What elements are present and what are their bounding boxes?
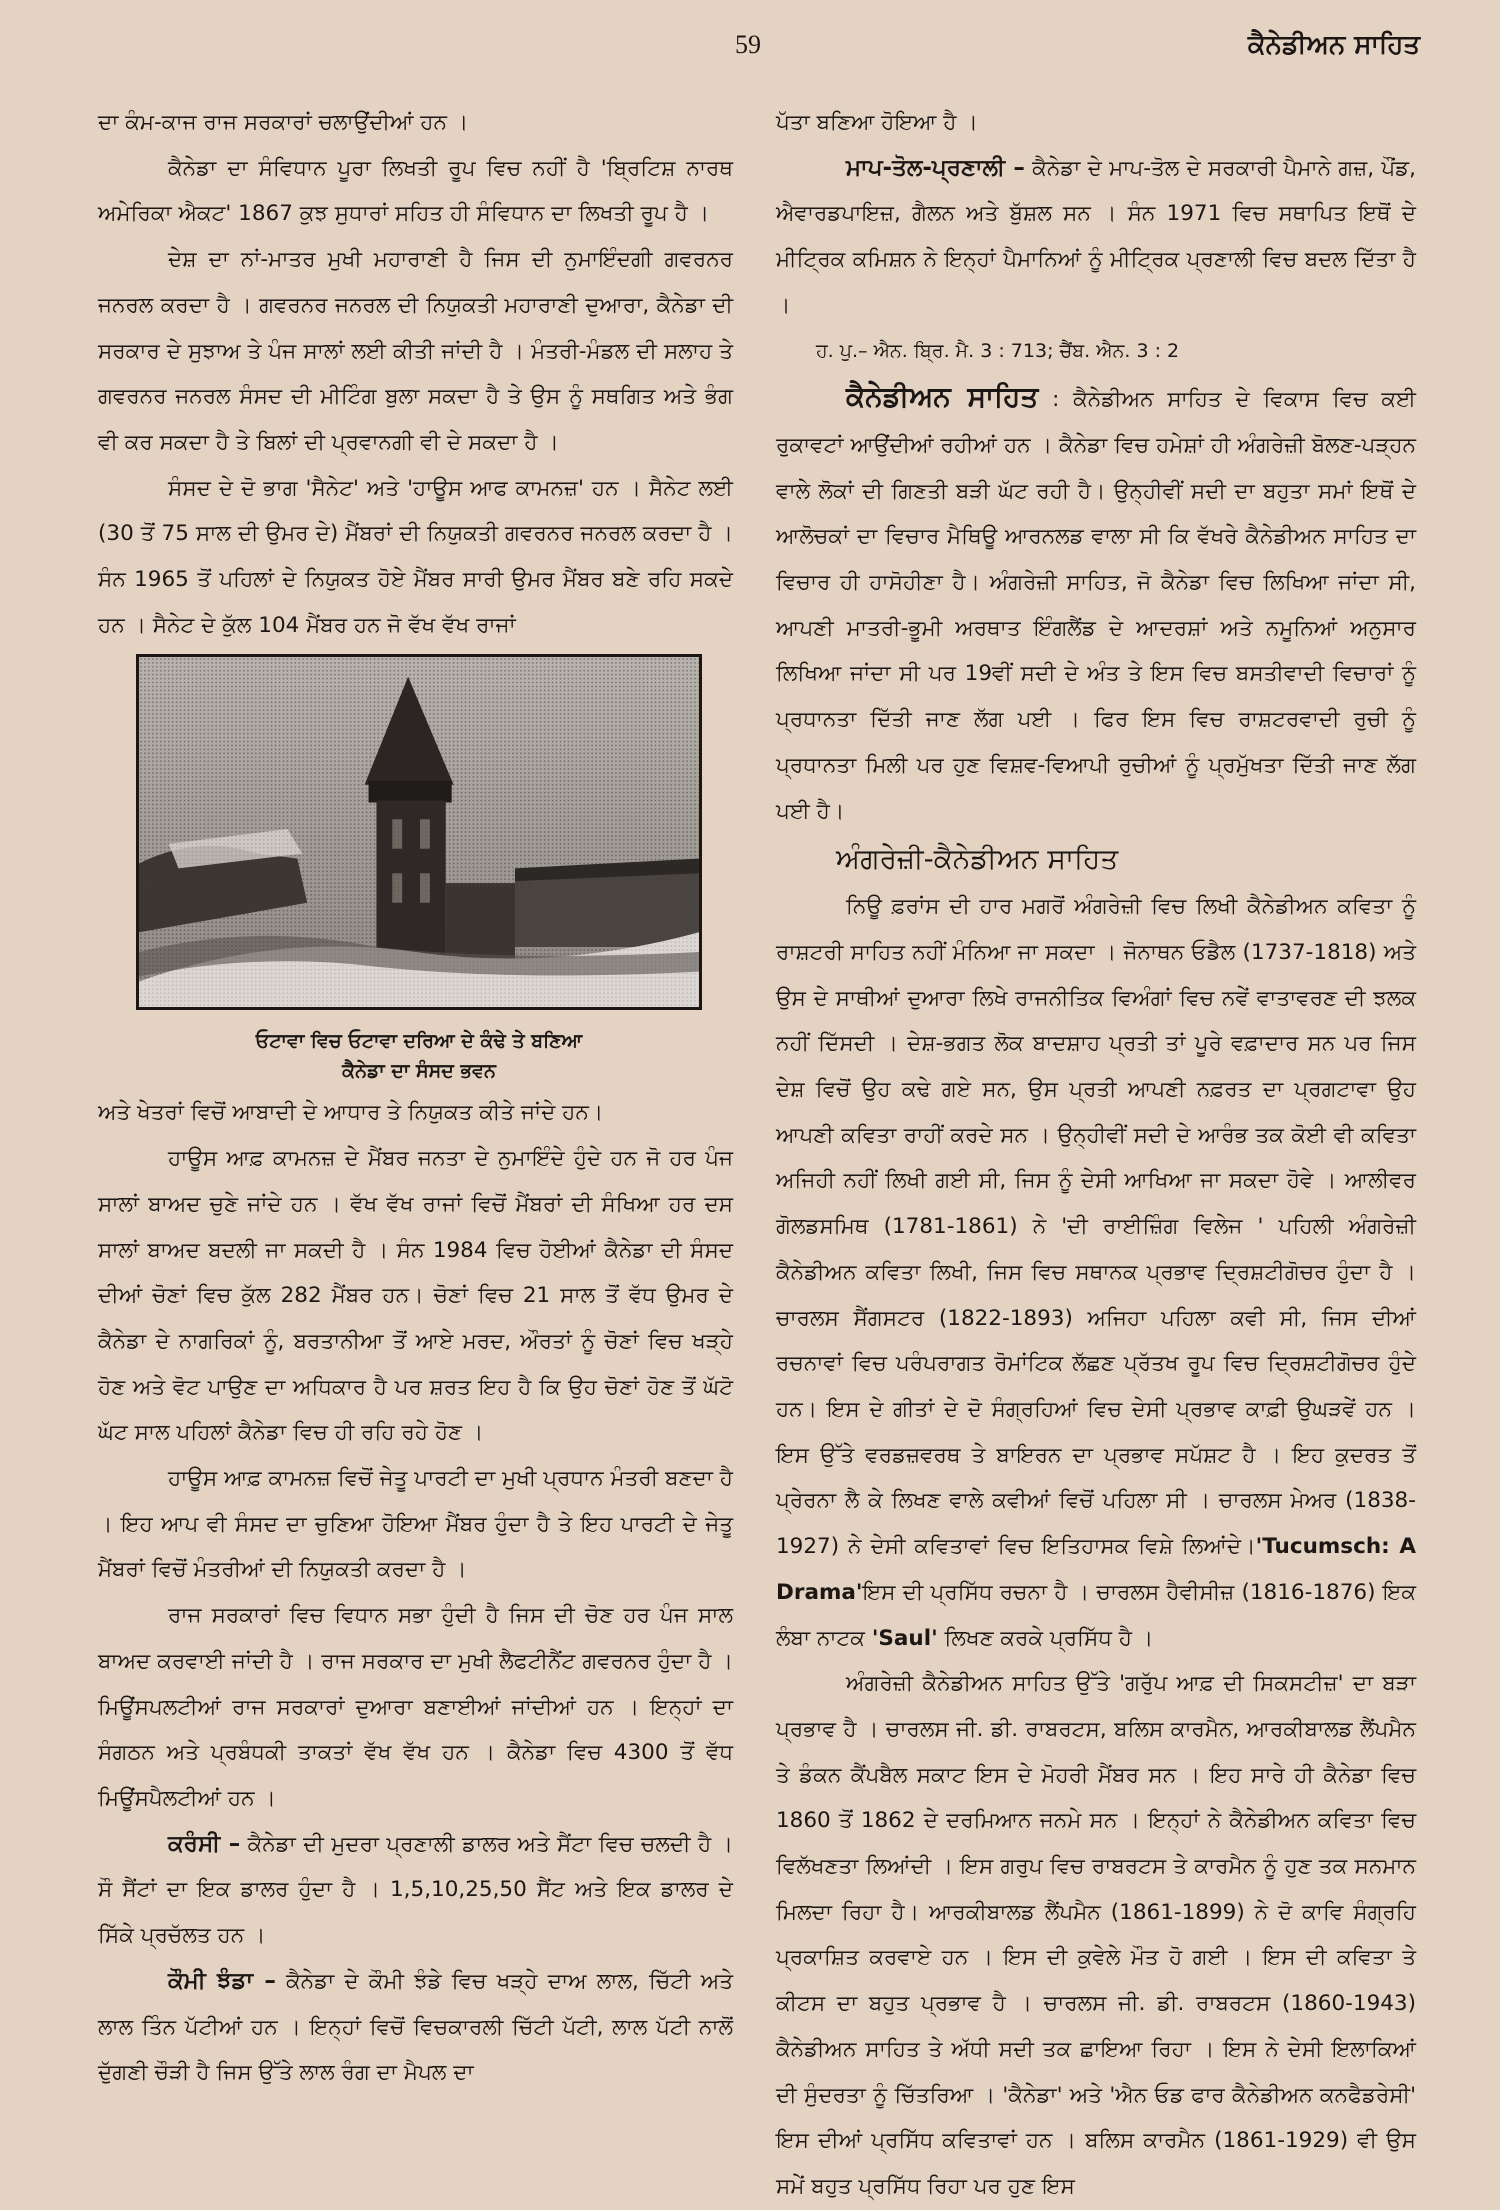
parliament-photo [136, 654, 702, 1010]
figure-caption-line: ਕੈਨੇਡਾ ਦਾ ਸੰਸਦ ਭਵਨ [342, 1060, 496, 1083]
paragraph-text: ਨਿਊ ਫ਼ਰਾਂਸ ਦੀ ਹਾਰ ਮਗਰੋਂ ਅੰਗਰੇਜ਼ੀ ਵਿਚ ਲਿਖੀ ਕੈਨੇਡੀਅਨ ਕਵਿਤਾ ਨੂੰ ਰਾਸ਼ਟਰੀ ਸਾਹਿਤ ਨਹੀਂ ਮੰਨਿਆ ਜਾ ਸਕਦਾ । ਜੋਨਾਥਨ ਓਡੈਲ (1737-1818) ਅਤੇ ਉਸ ਦੇ ਸਾਥੀਆਂ ਦੁਆਰਾ ਲਿਖੇ ਰਾਜਨੀਤਿਕ ਵਿਅੰਗਾਂ ਵਿਚ ਨਵੇਂ ਵਾਤਾਵਰਣ ਦੀ ਝਲਕ ਨਹੀਂ ਦਿੱਸਦੀ । ਦੇਸ਼-ਭਗਤ ਲੋਕ ਬਾਦਸ਼ਾਹ ਪ੍ਰਤੀ ਤਾਂ ਪੂਰੇ ਵਫ਼ਾਦਾਰ ਸਨ ਪਰ ਜਿਸ ਦੇਸ਼ ਵਿਚੋਂ ਉਹ ਕਢੇ ਗਏ ਸਨ, ਉਸ ਪ੍ਰਤੀ ਆਪਣੀ ਨਫ਼ਰਤ ਦਾ ਪ੍ਰਗਟਾਵਾ ਉਹ ਆਪਣੀ ਕਵਿਤਾ ਰਾਹੀਂ ਕਰਦੇ ਸਨ । ਉਨ੍ਹੀਵੀਂ ਸਦੀ ਦੇ ਆਰੰਭ ਤਕ ਕੋਈ ਵੀ ਕਵਿਤਾ ਅਜਿਹੀ ਨਹੀਂ ਲਿਖੀ ਗਈ ਸੀ, ਜਿਸ ਨੂੰ ਦੇਸੀ ਆਖਿਆ ਜਾ ਸਕਦਾ ਹੋਵੇ । ਆਲੀਵਰ ਗੋਲਡਸਮਿਥ (1781-1861) ਨੇ 'ਦੀ ਰਾਈਜ਼ਿੰਗ ਵਿਲੇਜ ' ਪਹਿਲੀ ਅੰਗਰੇਜ਼ੀ ਕੈਨੇਡੀਅਨ ਕਵਿਤਾ ਲਿਖੀ, ਜਿਸ ਵਿਚ ਸਥਾਨਕ ਪ੍ਰਭਾਵ ਦ੍ਰਿਸ਼ਟੀਗੋਚਰ ਹੁੰਦਾ ਹੈ । ਚਾਰਲਸ ਸੈਂਗਸਟਰ (1822-1893) ਅਜਿਹਾ ਪਹਿਲਾ ਕਵੀ ਸੀ, ਜਿਸ ਦੀਆਂ ਰਚਨਾਵਾਂ ਵਿਚ ਪਰੰਪਰਾਗਤ ਰੋਮਾਂਟਿਕ ਲੱਛਣ ਪ੍ਰੱਤਖ ਰੂਪ ਵਿਚ ਦ੍ਰਿਸ਼ਟੀਗੋਚਰ ਹੁੰਦੇ ਹਨ। ਇਸ ਦੇ ਗੀਤਾਂ ਦੇ ਦੋ ਸੰਗ੍ਰਹਿਆਂ ਵਿਚ ਦੇਸੀ ਪ੍ਰਭਾਵ ਕਾਫ਼ੀ ਉਘੜਵੇਂ ਹਨ । ਇਸ ਉੱਤੇ ਵਰਡਜ਼ਵਰਥ ਤੇ ਬਾਇਰਨ ਦਾ ਪ੍ਰਭਾਵ ਸਪੱਸ਼ਟ ਹੈ । ਇਹ ਕੁਦਰਤ ਤੋਂ ਪ੍ਰੇਰਨਾ ਲੈ ਕੇ ਲਿਖਣ ਵਾਲੇ ਕਵੀਆਂ ਵਿਚੋਂ ਪਹਿਲਾ ਸੀ । ਚਾਰਲਸ ਮੇਅਰ (1838-1927) ਨੇ ਦੇਸੀ ਕਵਿਤਾਵਾਂ ਵਿਚ ਇਤਿਹਾਸਕ ਵਿਸ਼ੇ ਲਿਆਂਦੇ। [776, 894, 1416, 1560]
term-text: ਕੈਨੇਡਾ ਦੇ ਕੌਮੀ ਝੰਡੇ ਵਿਚ ਖੜ੍ਹੇ ਦਾਅ ਲਾਲ, ਚਿੱਟੀ ਅਤੇ ਲਾਲ ਤਿੰਨ ਪੱਟੀਆਂ ਹਨ । ਇਨ੍ਹਾਂ ਵਿਚੋਂ ਵਿਚਕਾਰਲੀ ਚਿੱਟੀ ਪੱਟੀ, ਲਾਲ ਪੱਟੀ ਨਾਲੋਂ ਦੁੱਗਣੀ ਚੌੜੀ ਹੈ ਜਿਸ ਉੱਤੇ ਲਾਲ ਰੰਗ ਦਾ ਮੈਪਲ ਦਾ [98, 1968, 733, 2086]
page-number: 59 [735, 30, 761, 59]
paragraph [776, 146, 1416, 329]
paragraph: ਹਾਊਸ ਆਫ਼ ਕਾਮਨਜ਼ ਵਿਚੋਂ ਜੇਤੂ ਪਾਰਟੀ ਦਾ ਮੁਖੀ ਪ੍ਰਧਾਨ ਮੰਤਰੀ ਬਣਦਾ ਹੈ । ਇਹ ਆਪ ਵੀ ਸੰਸਦ ਦਾ ਚੁਣਿਆ ਹੋਇਆ ਮੈਂਬਰ ਹੁੰਦਾ ਹੈ ਤੇ ਇਹ ਪਾਰਟੀ ਦੇ ਜੇਤੂ ਮੈਂਬਰਾਂ ਵਿਚੋਂ ਮੰਤਰੀਆਂ ਦੀ ਨਿਯੁਕਤੀ ਕਰਦਾ ਹੈ । [98, 1466, 733, 1583]
work-title: 'Saul' [871, 1625, 938, 1651]
figure-caption-line: ਓਟਾਵਾ ਵਿਚ ਓਟਾਵਾ ਦਰਿਆ ਦੇ ਕੰਢੇ ਤੇ ਬਣਿਆ [255, 1030, 583, 1053]
paragraph: ਦੇਸ਼ ਦਾ ਨਾਂ-ਮਾਤਰ ਮੁਖੀ ਮਹਾਰਾਣੀ ਹੈ ਜਿਸ ਦੀ ਨੁਮਾਇੰਦਗੀ ਗਵਰਨਰ ਜਨਰਲ ਕਰਦਾ ਹੈ । ਗਵਰਨਰ ਜਨਰਲ ਦੀ ਨਿਯੁਕਤੀ ਮਹਾਰਾਣੀ ਦੁਆਰਾ, ਕੈਨੇਡਾ ਦੀ ਸਰਕਾਰ ਦੇ ਸੁਝਾਅ ਤੇ ਪੰਜ ਸਾਲਾਂ ਲਈ ਕੀਤੀ ਜਾਂਦੀ ਹੈ । ਮੰਤਰੀ-ਮੰਡਲ ਦੀ ਸਲਾਹ ਤੇ ਗਵਰਨਰ ਜਨਰਲ ਸੰਸਦ ਦੀ ਮੀਟਿੰਗ ਬੁਲਾ ਸਕਦਾ ਹੈ ਤੇ ਉਸ ਨੂੰ ਸਥਗਿਤ ਅਤੇ ਭੰਗ ਵੀ ਕਰ ਸਕਦਾ ਹੈ ਤੇ ਬਿਲਾਂ ਦੀ ਪ੍ਰਵਾਨਗੀ ਵੀ ਦੇ ਸਕਦਾ ਹੈ । [98, 247, 733, 455]
left-column [98, 100, 733, 2096]
subsection-heading: ਅੰਗਰੇਜ਼ੀ-ਕੈਨੇਡੀਅਨ ਸਾਹਿਤ [836, 842, 1119, 876]
paragraph: ਹਾਊਸ ਆਫ਼ ਕਾਮਨਜ਼ ਦੇ ਮੈਂਬਰ ਜਨਤਾ ਦੇ ਨੁਮਾਇੰਦੇ ਹੁੰਦੇ ਹਨ ਜੋ ਹਰ ਪੰਜ ਸਾਲਾਂ ਬਾਅਦ ਚੁਣੇ ਜਾਂਦੇ ਹਨ । ਵੱਖ ਵੱਖ ਰਾਜਾਂ ਵਿਚੋਂ ਮੈਂਬਰਾਂ ਦੀ ਸੰਖਿਆ ਹਰ ਦਸ ਸਾਲਾਂ ਬਾਅਦ ਬਦਲੀ ਜਾ ਸਕਦੀ ਹੈ । ਸੰਨ 1984 ਵਿਚ ਹੋਈਆਂ ਕੈਨੇਡਾ ਦੀ ਸੰਸਦ ਦੀਆਂ ਚੋਣਾਂ ਵਿਚ ਕੁੱਲ 282 ਮੈਂਬਰ ਹਨ। ਚੋਣਾਂ ਵਿਚ 21 ਸਾਲ ਤੋਂ ਵੱਧ ਉਮਰ ਦੇ ਕੈਨੇਡਾ ਦੇ ਨਾਗਰਿਕਾਂ ਨੂੰ, ਬਰਤਾਨੀਆ ਤੋਂ ਆਏ ਮਰਦ, ਔਰਤਾਂ ਨੂੰ ਚੋਣਾਂ ਵਿਚ ਖੜ੍ਹੇ ਹੋਣ ਅਤੇ ਵੋਟ ਪਾਉਣ ਦਾ ਅਧਿਕਾਰ ਹੈ ਪਰ ਸ਼ਰਤ ਇਹ ਹੈ ਕਿ ਉਹ ਚੋਣਾਂ ਹੋਣ ਤੋਂ ਘੱਟੋ ਘੱਟ ਸਾਲ ਪਹਿਲਾਂ ਕੈਨੇਡਾ ਵਿਚ ਹੀ ਰਹਿ ਰਹੇ ਹੋਣ । [98, 1146, 733, 1446]
paragraph [776, 374, 1416, 834]
paragraph-text: ਲਿਖਣ ਕਰਕੇ ਪ੍ਰਸਿੱਧ ਹੈ । [944, 1625, 1154, 1651]
work-title: 'Tucumsch: A Drama' [776, 1534, 1416, 1605]
paragraph: ਰਾਜ ਸਰਕਾਰਾਂ ਵਿਚ ਵਿਧਾਨ ਸਭਾ ਹੁੰਦੀ ਹੈ ਜਿਸ ਦੀ ਚੋਣ ਹਰ ਪੰਜ ਸਾਲ ਬਾਅਦ ਕਰਵਾਈ ਜਾਂਦੀ ਹੈ । ਰਾਜ ਸਰਕਾਰ ਦਾ ਮੁਖੀ ਲੈਫਟੀਨੈਂਟ ਗਵਰਨਰ ਹੁੰਦਾ ਹੈ । ਮਿਊਂਸਪਲਟੀਆਂ ਰਾਜ ਸਰਕਾਰਾਂ ਦੁਆਰਾ ਬਣਾਈਆਂ ਜਾਂਦੀਆਂ ਹਨ । ਇਨ੍ਹਾਂ ਦਾ ਸੰਗਠਨ ਅਤੇ ਪ੍ਰਬੰਧਕੀ ਤਾਕਤਾਂ ਵੱਖ ਵੱਖ ਹਨ । ਕੈਨੇਡਾ ਵਿਚ 4300 ਤੋਂ ਵੱਧ ਮਿਊਂਸਪੈਲਟੀਆਂ ਹਨ । [98, 1603, 733, 1811]
term-text: ਕੈਨੇਡਾ ਦੀ ਮੁਦਰਾ ਪ੍ਰਣਾਲੀ ਡਾਲਰ ਅਤੇ ਸੈਂਟਾ ਵਿਚ ਚਲਦੀ ਹੈ । ਸੌ ਸੈਂਟਾਂ ਦਾ ਇਕ ਡਾਲਰ ਹੁੰਦਾ ਹੈ । 1,5,10,25,50 ਸੈਂਟ ਅਤੇ ਇਕ ਡਾਲਰ ਦੇ ਸਿੱਕੇ ਪ੍ਰਚੱਲਤ ਹਨ । [98, 1831, 733, 1949]
term-heading: ਕਰੰਸੀ – [168, 1830, 241, 1857]
right-column [776, 100, 1416, 2210]
paragraph: ਕੈਨੇਡਾ ਦਾ ਸੰਵਿਧਾਨ ਪੂਰਾ ਲਿਖਤੀ ਰੂਪ ਵਿਚ ਨਹੀਂ ਹੈ 'ਬ੍ਰਿਟਿਸ਼ ਨਾਰਥ ਅਮੇਰਿਕਾ ਐਕਟ' 1867 ਕੁਝ ਸੁਧਾਰਾਂ ਸਹਿਤ ਹੀ ਸੰਵਿਧਾਨ ਦਾ ਲਿਖਤੀ ਰੂਪ ਹੈ । [98, 155, 733, 227]
parliament-figure [136, 654, 702, 1086]
paragraph [98, 1959, 733, 2096]
term-heading: ਕੌਮੀ ਝੰਡਾ – [168, 1967, 276, 1994]
section-heading: ਕੈਨੇਡੀਅਨ ਸਾਹਿਤ [846, 380, 1039, 414]
term-heading: ਮਾਪ-ਤੋਲ-ਪ੍ਰਣਾਲੀ – [846, 154, 1025, 181]
paragraph [98, 1822, 733, 1959]
paragraph-text: ਇਸ ਦੀ ਪ੍ਰਸਿੱਧ ਰਚਨਾ ਹੈ । ਚਾਰਲਸ ਹੈਵੀਸੀਜ਼ (1816-1876) ਇਕ ਲੰਬਾ ਨਾਟਕ [776, 1579, 1416, 1651]
reference-citation: ਹ. ਪੁ.– ਐਨ. ਬ੍ਰਿ. ਮੈ. 3 : 713; ਚੈਂਬ. ਐਨ. 3 : 2 [816, 339, 1180, 362]
paragraph: ਸੰਸਦ ਦੇ ਦੋ ਭਾਗ 'ਸੈਨੇਟ' ਅਤੇ 'ਹਾਊਸ ਆਫ ਕਾਮਨਜ਼' ਹਨ । ਸੈਨੇਟ ਲਈ (30 ਤੋਂ 75 ਸਾਲ ਦੀ ਉਮਰ ਦੇ) ਮੈਂਬਰਾਂ ਦੀ ਨਿਯੁਕਤੀ ਗਵਰਨਰ ਜਨਰਲ ਕਰਦਾ ਹੈ । ਸੰਨ 1965 ਤੋਂ ਪਹਿਲਾਂ ਦੇ ਨਿਯੁਕਤ ਹੋਏ ਮੈਂਬਰ ਸਾਰੀ ਉਮਰ ਮੈਂਬਰ ਬਣੇ ਰਹਿ ਸਕਦੇ ਹਨ । ਸੈਨੇਟ ਦੇ ਕੁੱਲ 104 ਮੈਂਬਰ ਹਨ ਜੋ ਵੱਖ ਵੱਖ ਰਾਜਾਂ [98, 475, 733, 638]
paragraph [776, 884, 1416, 1661]
term-text: ਕੈਨੇਡਾ ਦੇ ਮਾਪ-ਤੋਲ ਦੇ ਸਰਕਾਰੀ ਪੈਮਾਨੇ ਗਜ਼, ਪੌਂਡ, ਐਵਾਰਡਪਾਇਜ਼, ਗੈਲਨ ਅਤੇ ਬੁੱਸ਼ਲ ਸਨ । ਸੰਨ 1971 ਵਿਚ ਸਥਾਪਿਤ ਇਥੋਂ ਦੇ ਮੀਟ੍ਰਿਕ ਕਮਿਸ਼ਨ ਨੇ ਇਨ੍ਹਾਂ ਪੈਮਾਨਿਆਂ ਨੂੰ ਮੀਟ੍ਰਿਕ ਪ੍ਰਣਾਲੀ ਵਿਚ ਬਦਲ ਦਿੱਤਾ ਹੈ । [776, 155, 1416, 318]
running-title: ਕੈਨੇਡੀਅਨ ਸਾਹਿਤ [1247, 30, 1420, 60]
paragraph: ਅਤੇ ਖੇਤਰਾਂ ਵਿਚੋਂ ਆਬਾਦੀ ਦੇ ਆਧਾਰ ਤੇ ਨਿਯੁਕਤ ਕੀਤੇ ਜਾਂਦੇ ਹਨ। [98, 1100, 604, 1126]
paragraph: ਅੰਗਰੇਜ਼ੀ ਕੈਨੇਡੀਅਨ ਸਾਹਿਤ ਉੱਤੇ 'ਗਰੁੱਪ ਆਫ਼ ਦੀ ਸਿਕਸਟੀਜ਼' ਦਾ ਬੜਾ ਪ੍ਰਭਾਵ ਹੈ । ਚਾਰਲਸ ਜੀ. ਡੀ. ਰਾਬਰਟਸ, ਬਲਿਸ ਕਾਰਮੈਨ, ਆਰਕੀਬਾਲਡ ਲੈਂਪਮੈਨ ਤੇ ਡੰਕਨ ਕੈਂਪਬੈਲ ਸਕਾਟ ਇਸ ਦੇ ਮੋਹਰੀ ਮੈਂਬਰ ਸਨ । ਇਹ ਸਾਰੇ ਹੀ ਕੈਨੇਡਾ ਵਿਚ 1860 ਤੋਂ 1862 ਦੇ ਦਰਮਿਆਨ ਜਨਮੇ ਸਨ । ਇਨ੍ਹਾਂ ਨੇ ਕੈਨੇਡੀਅਨ ਕਵਿਤਾ ਵਿਚ ਵਿਲੱਖਣਤਾ ਲਿਆਂਦੀ । ਇਸ ਗਰੁਪ ਵਿਚ ਰਾਬਰਟਸ ਤੇ ਕਾਰਮੈਨ ਨੂੰ ਹੁਣ ਤਕ ਸਨਮਾਨ ਮਿਲਦਾ ਰਿਹਾ ਹੈ। ਆਰਕੀਬਾਲਡ ਲੈਂਪਮੈਨ (1861-1899) ਨੇ ਦੋ ਕਾਵਿ ਸੰਗ੍ਰਹਿ ਪ੍ਰਕਾਸ਼ਿਤ ਕਰਵਾਏ ਹਨ । ਇਸ ਦੀ ਕੁਵੇਲੇ ਮੌਤ ਹੋ ਗਈ । ਇਸ ਦੀ ਕਵਿਤਾ ਤੇ ਕੀਟਸ ਦਾ ਬਹੁਤ ਪ੍ਰਭਾਵ ਹੈ । ਚਾਰਲਸ ਜੀ. ਡੀ. ਰਾਬਰਟਸ (1860-1943) ਕੈਨੇਡੀਅਨ ਸਾਹਿਤ ਤੇ ਅੱਧੀ ਸਦੀ ਤਕ ਛਾਇਆ ਰਿਹਾ । ਇਸ ਨੇ ਦੇਸੀ ਇਲਾਕਿਆਂ ਦੀ ਸੁੰਦਰਤਾ ਨੂੰ ਚਿੱਤਰਿਆ । 'ਕੈਨੇਡਾ' ਅਤੇ 'ਐਨ ਓਡ ਫਾਰ ਕੈਨੇਡੀਅਨ ਕਨਫੈਡਰੇਸੀ' ਇਸ ਦੀਆਂ ਪ੍ਰਸਿੱਧ ਕਵਿਤਾਵਾਂ ਹਨ । ਬਲਿਸ ਕਾਰਮੈਨ (1861-1929) ਵੀ ਉਸ ਸਮੇਂ ਬਹੁਤ ਪ੍ਰਸਿੱਧ ਰਿਹਾ ਪਰ ਹੁਣ ਇਸ [776, 1671, 1416, 2199]
section-intro: : ਕੈਨੇਡੀਅਨ ਸਾਹਿਤ ਦੇ ਵਿਕਾਸ ਵਿਚ ਕਈ ਰੁਕਾਵਟਾਂ ਆਉਂਦੀਆਂ ਰਹੀਆਂ ਹਨ । ਕੈਨੇਡਾ ਵਿਚ ਹਮੇਸ਼ਾਂ ਹੀ ਅੰਗਰੇਜ਼ੀ ਬੋਲਣ-ਪੜ੍ਹਨ ਵਾਲੇ ਲੋਕਾਂ ਦੀ ਗਿਣਤੀ ਬੜੀ ਘੱਟ ਰਹੀ ਹੈ। ਉਨ੍ਹੀਵੀਂ ਸਦੀ ਦਾ ਬਹੁਤਾ ਸਮਾਂ ਇਥੋਂ ਦੇ ਆਲੋਚਕਾਂ ਦਾ ਵਿਚਾਰ ਮੈਥਿਊ ਆਰਨਲਡ ਵਾਲਾ ਸੀ ਕਿ ਵੱਖਰੇ ਕੈਨੇਡੀਅਨ ਸਾਹਿਤ ਦਾ ਵਿਚਾਰ ਹੀ ਹਾਸੋਹੀਣਾ ਹੈ। ਅੰਗਰੇਜ਼ੀ ਸਾਹਿਤ, ਜੋ ਕੈਨੇਡਾ ਵਿਚ ਲਿਖਿਆ ਜਾਂਦਾ ਸੀ, ਆਪਣੀ ਮਾਤਰੀ-ਭੂਮੀ ਅਰਥਾਤ ਇੰਗਲੈਂਡ ਦੇ ਆਦਰਸ਼ਾਂ ਅਤੇ ਨਮੂਨਿਆਂ ਅਨੁਸਾਰ ਲਿਖਿਆ ਜਾਂਦਾ ਸੀ ਪਰ 19ਵੀਂ ਸਦੀ ਦੇ ਅੰਤ ਤੇ ਇਸ ਵਿਚ ਬਸਤੀਵਾਦੀ ਵਿਚਾਰਾਂ ਨੂੰ ਪ੍ਰਧਾਨਤਾ ਦਿੱਤੀ ਜਾਣ ਲੱਗ ਪਈ । ਫਿਰ ਇਸ ਵਿਚ ਰਾਸ਼ਟਰਵਾਦੀ ਰੁਚੀ ਨੂੰ ਪ੍ਰਧਾਨਤਾ ਮਿਲੀ ਪਰ ਹੁਣ ਵਿਸ਼ਵ-ਵਿਆਪੀ ਰੁਚੀਆਂ ਨੂੰ ਪ੍ਰਮੁੱਖਤਾ ਦਿੱਤੀ ਜਾਣ ਲੱਗ ਪਈ ਹੈ। [776, 387, 1416, 824]
paragraph: ਦਾ ਕੰਮ-ਕਾਜ ਰਾਜ ਸਰਕਾਰਾਂ ਚਲਾਉਂਦੀਆਂ ਹਨ । [98, 110, 469, 135]
paragraph: ਪੱਤਾ ਬਣਿਆ ਹੋਇਆ ਹੈ । [776, 110, 978, 135]
